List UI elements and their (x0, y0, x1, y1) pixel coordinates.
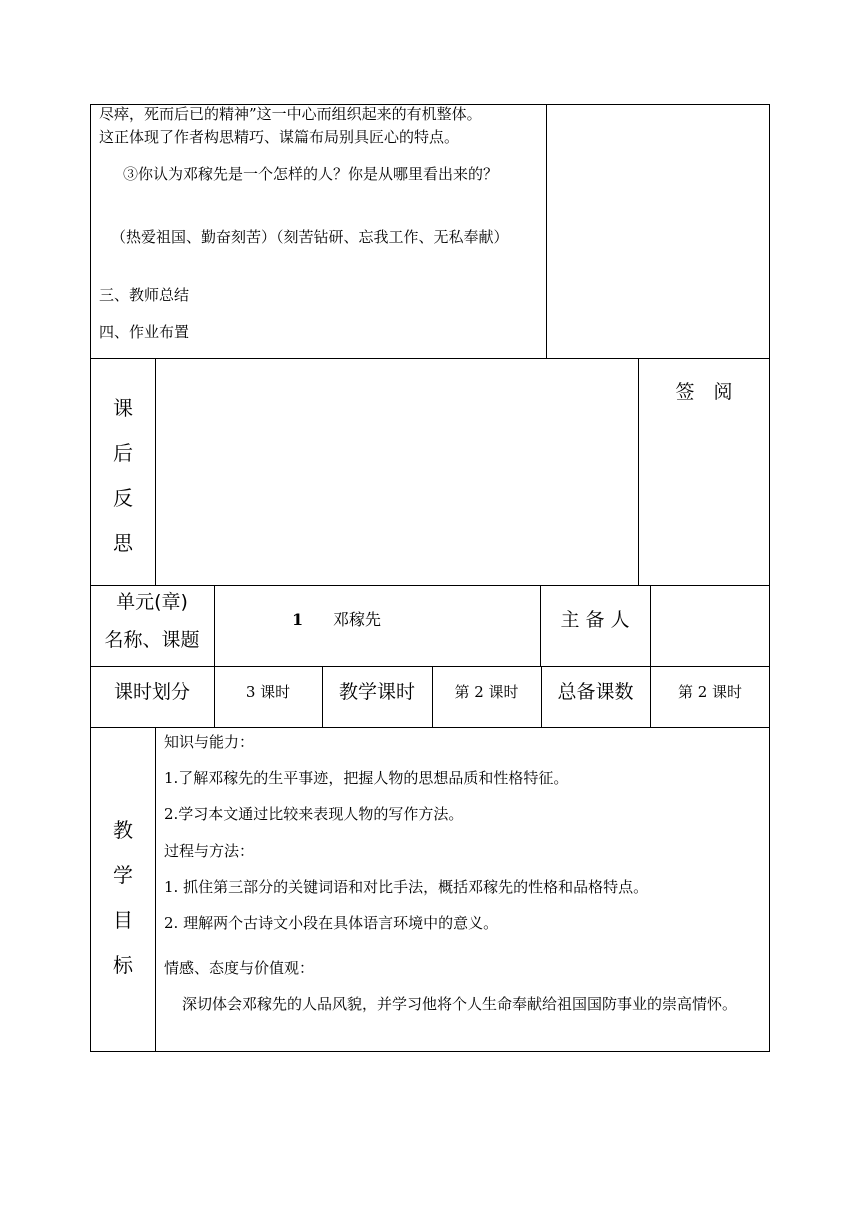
objectives-label-char: 目 (113, 908, 133, 932)
reflection-label-char: 思 (113, 531, 133, 555)
step-homework: 四、作业布置 (99, 323, 190, 341)
preparer-label: 主 备 人 (560, 609, 630, 631)
lesson-title: 邓稼先 (333, 610, 382, 629)
objectives-label (108, 808, 138, 988)
reflection-label-divider (155, 358, 156, 586)
knowledge-item-1: 1.了解邓稼先的生平事迹，把握人物的思想品质和性格特征。 (164, 769, 569, 787)
emotion-heading: 情感、态度与价值观： (164, 959, 315, 977)
answer-3: （热爱祖国、勤奋刻苦）（刻苦钻研、忘我工作、无私奉献） (111, 228, 509, 246)
total-lessons-label: 总备课数 (557, 681, 634, 703)
reflection-label-char: 后 (113, 441, 133, 465)
period-value: 3 课时 (245, 683, 291, 701)
sign-review-label: 签 阅 (675, 381, 733, 403)
reflection-label-char: 反 (113, 486, 133, 510)
header-col-divider (214, 585, 215, 728)
objectives-label-char: 学 (113, 863, 133, 887)
header-row-divider (90, 666, 770, 667)
question-3: ③你认为邓稼先是一个怎样的人？你是从哪里看出来的？ (123, 165, 499, 183)
process-item-2: 2. 理解两个古诗文小段在具体语言环境中的意义。 (164, 914, 499, 932)
knowledge-item-2: 2.学习本文通过比较来表现人物的写作方法。 (164, 805, 464, 823)
knowledge-heading: 知识与能力： (164, 733, 255, 751)
header-col-divider (650, 585, 651, 728)
total-lessons-value: 第 2 课时 (677, 683, 743, 701)
reflection-label-char: 课 (113, 396, 133, 420)
lesson-number: 1 (292, 610, 304, 629)
process-text-line-2: 这正体现了作者构思精巧、谋篇布局别具匠心的特点。 (99, 128, 460, 146)
unit-label-line-1: 单元(章) (116, 591, 188, 613)
emotion-text: 深切体会邓稼先的人品风貌，并学习他将个人生命奉献给祖国国防事业的崇高情怀。 (182, 995, 738, 1013)
teaching-period-value: 第 2 课时 (454, 683, 519, 701)
process-item-1: 1. 抓住第三部分的关键词语和对比手法，概括邓稼先的性格和品格特点。 (164, 878, 649, 896)
teaching-period-label: 教学课时 (338, 681, 415, 703)
objectives-label-char: 教 (113, 818, 133, 842)
step-teacher-summary: 三、教师总结 (99, 286, 190, 304)
unit-label-line-2: 名称、课题 (104, 629, 200, 651)
reflection-label (108, 386, 138, 566)
objectives-label-divider (155, 727, 156, 1052)
objectives-label-char: 标 (113, 953, 133, 977)
period-label: 课时划分 (113, 681, 190, 703)
lesson-process-divider (546, 104, 547, 359)
process-heading: 过程与方法： (164, 842, 255, 860)
process-text-line-1: 尽瘁，死而后已的精神”这一中心而组织起来的有机整体。 (99, 105, 482, 123)
